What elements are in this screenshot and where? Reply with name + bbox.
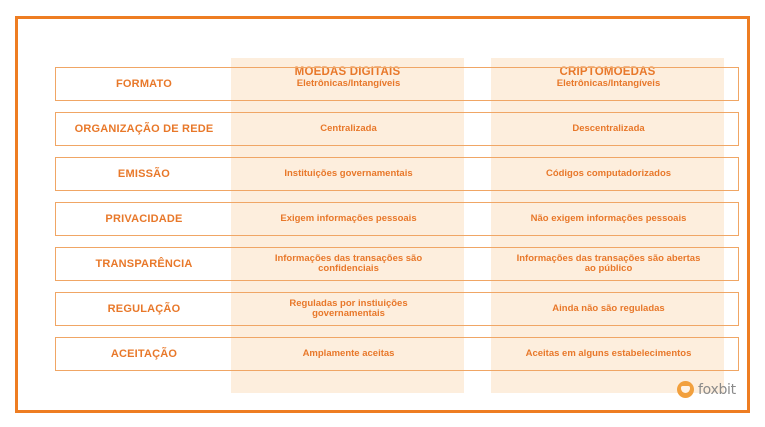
cell-criptomoedas: Informações das transações são abertas ao público: [516, 253, 701, 274]
cell-moedas-digitais: Exigem informações pessoais: [280, 213, 417, 224]
comparison-frame: [15, 16, 750, 413]
row-label: TRANSPARÊNCIA: [95, 258, 193, 270]
cell-moedas-digitais: Eletrônicas/Intangíveis: [296, 78, 401, 89]
cell-criptomoedas: Descentralizada: [572, 123, 645, 134]
fox-icon: [677, 381, 694, 398]
cell-criptomoedas: Aceitas em alguns estabelecimentos: [525, 348, 692, 359]
table-row-aceitacao: [55, 337, 739, 371]
cell-criptomoedas: Códigos computadorizados: [545, 168, 672, 179]
row-label: EMISSÃO: [117, 168, 171, 180]
cell-moedas-digitais: Amplamente aceitas: [302, 348, 395, 359]
table-row-privacidade: [55, 202, 739, 236]
row-label: PRIVACIDADE: [105, 213, 183, 225]
row-label: FORMATO: [116, 78, 172, 90]
table-row-regulacao: [55, 292, 739, 326]
row-label: REGULAÇÃO: [107, 303, 181, 315]
column-header-criptomoedas: CRIPTOMOEDAS: [559, 65, 656, 78]
column-header-moedas-digitais: MOEDAS DIGITAIS: [294, 65, 401, 78]
table-row-transparencia: [55, 247, 739, 281]
table-row-emissao: [55, 157, 739, 191]
cell-moedas-digitais: Reguladas por instiuições governamentais: [289, 298, 408, 319]
cell-moedas-digitais: Instituições governamentais: [284, 168, 413, 179]
cell-criptomoedas: Não exigem informações pessoais: [530, 213, 687, 224]
cell-criptomoedas: Eletrônicas/Intangíveis: [556, 78, 661, 89]
brand-name: foxbit: [698, 381, 736, 398]
row-label: ORGANIZAÇÃO DE REDE: [74, 123, 214, 135]
table-row-formato: [55, 67, 739, 101]
cell-moedas-digitais: Informações das transações são confidenciais: [274, 253, 423, 274]
table-row-organizacao-de-rede: [55, 112, 739, 146]
brand-logo: [677, 381, 736, 398]
row-label: ACEITAÇÃO: [110, 348, 178, 360]
cell-moedas-digitais: Centralizada: [320, 123, 377, 134]
cell-criptomoedas: Ainda não são reguladas: [552, 303, 665, 314]
